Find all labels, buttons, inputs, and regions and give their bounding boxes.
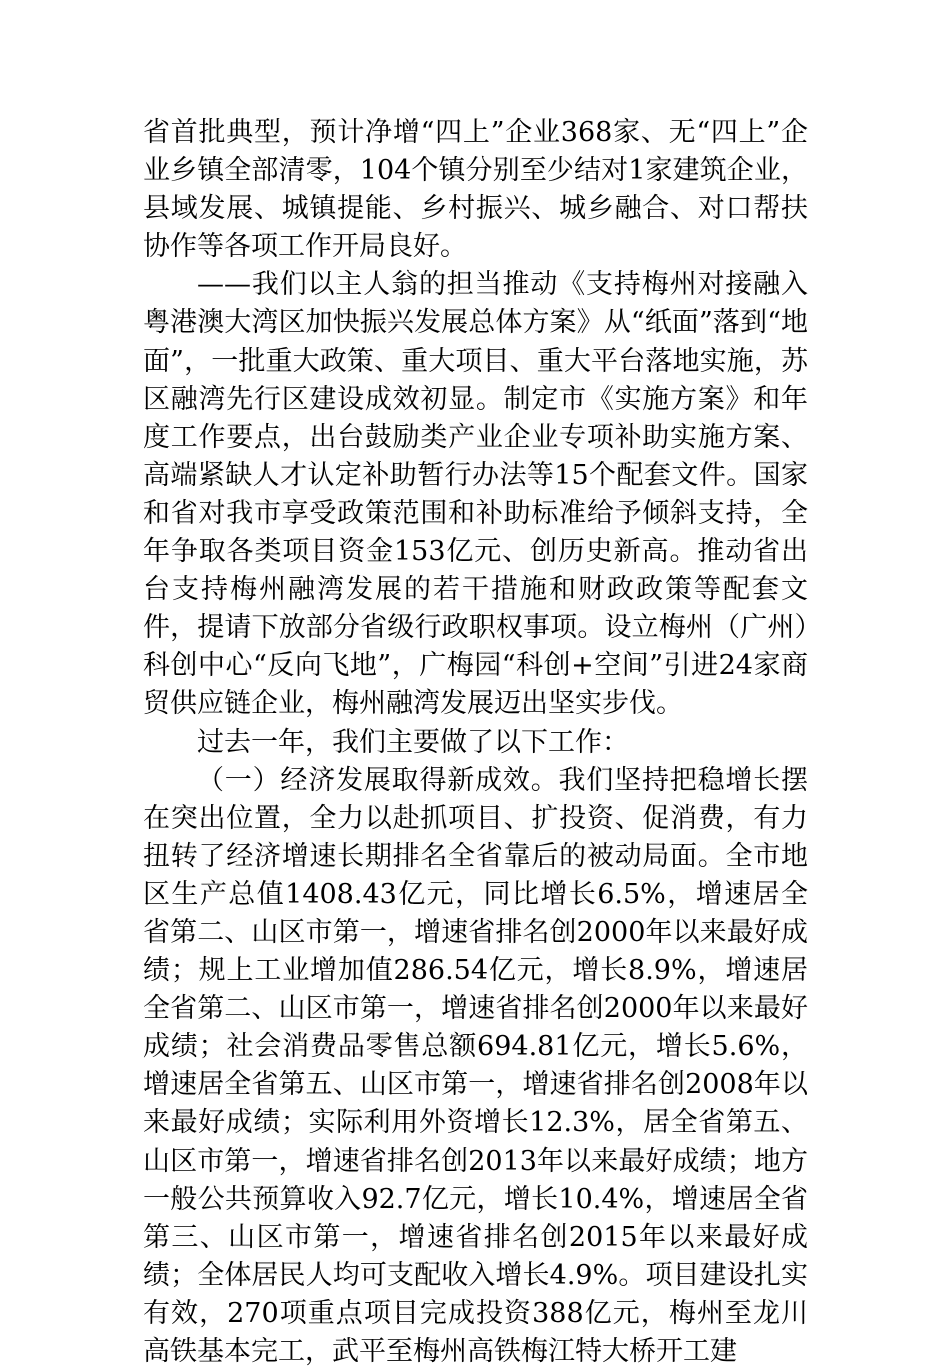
paragraph-work-intro: 过去一年，我们主要做了以下工作： [197, 726, 629, 758]
paragraph-economic-development: （一）经济发展取得新成效。我们坚持把稳增长摆在突出位置，全力以赴抓项目、扩投资、促消费，有力扭转了经济增速长期排名全省靠后的被动局面。全市地区生产总值1408.43亿元，同比增长6.5%，增速居全省第二、山区市第一，增速省排名创2000年以来最好成绩；规上工业增加值286.54亿元，增长8.9%，增速居全省第二、山区市第一，增速省排名创2000年以来最好成绩；社会消费品零售总额694.81亿元，增长5.6%，增速居全省第五、山区市第一，增速省排名创2008年以来最好成绩；实际利用外资增长12.3%，居全省第五、山区市第一，增速省排名创2013年以来最好成绩；地方一般公共预算收入92.7亿元，增长10.4%，增速居全省第三、山区市第一，增速省排名创2015年以来最好成绩；全体居民人均可支配收入增长4.9%。项目建设扎实有效，270项重点项目完成投资388亿元，梅州至龙川高铁基本完工，武平至梅州高铁梅江特大桥开工建 [143, 764, 808, 1367]
paragraph-bay-area-plan: ——我们以主人翁的担当推动《支持梅州对接融入粤港澳大湾区加快振兴发展总体方案》从“纸面”落到“地面”，一批重大政策、重大项目、重大平台落地实施，苏区融湾先行区建设成效初显。制定市《实施方案》和年度工作要点，出台鼓励类产业企业专项补助实施方案、高端紧缺人才认定补助暂行办法等15个配套文件。国家和省对我市享受政策范围和补助标准给予倾斜支持，全年争取各类项目资金153亿元、创历史新高。推动省出台支持梅州融湾发展的若干措施和财政政策等配套文件，提请下放部分省级行政职权事项。设立梅州（广州）科创中心“反向飞地”，广梅园“科创+空间”引进24家商贸供应链企业，梅州融湾发展迈出坚实步伐。 [143, 269, 808, 720]
document-body [143, 114, 808, 1371]
paragraph-continuation: 省首批典型，预计净增“四上”企业368家、无“四上”企业乡镇全部清零，104个镇分别至少结对1家建筑企业，县域发展、城镇提能、乡村振兴、城乡融合、对口帮扶协作等各项工作开局良好。 [143, 117, 808, 263]
